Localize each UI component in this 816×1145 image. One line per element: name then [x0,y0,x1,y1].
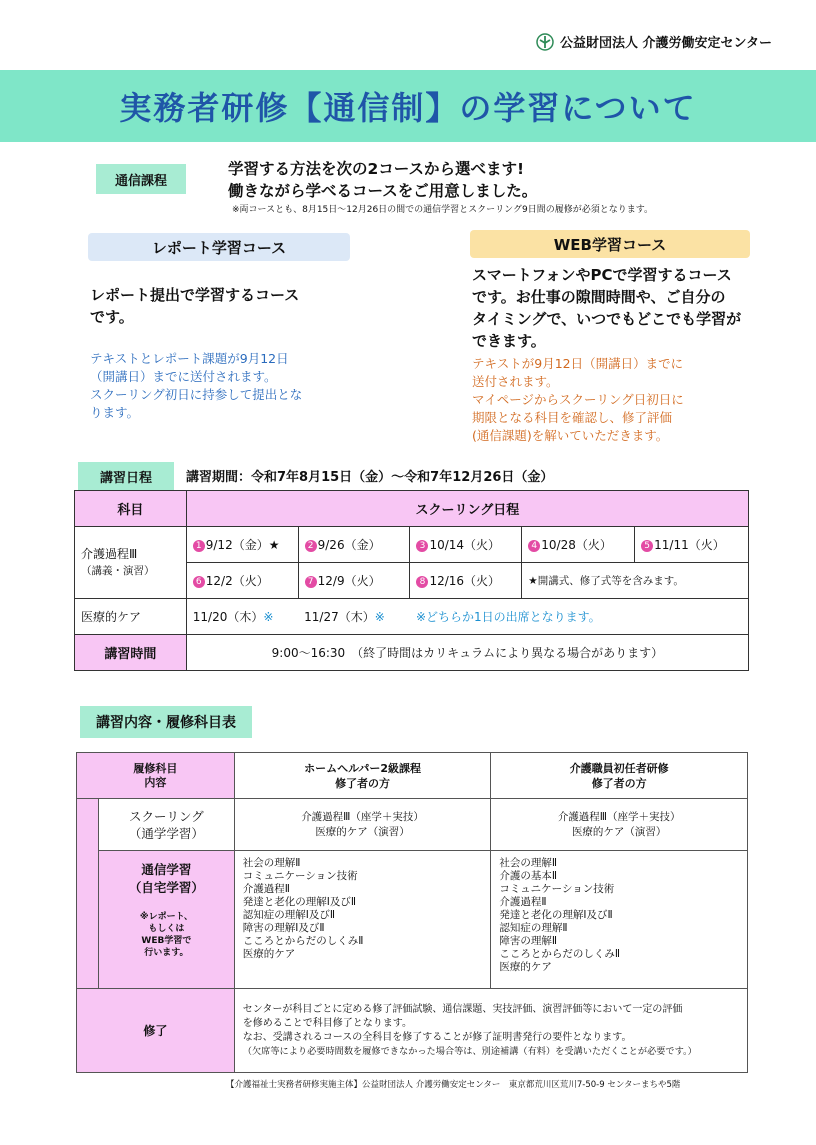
correspondence-row-label-line: 通信学習 [141,862,192,877]
intro-note: ※両コースとも、8月15日～12月26日の間での通信学習とスクーリング9日間の履修が必須となります。 [232,205,654,215]
subject-item: 医療的ケア [242,948,296,960]
correspondence-note-line: WEB学習で [141,936,192,946]
subject-item: 社会の理解Ⅱ [499,857,558,869]
medical-date-text: 11/20（木） [192,610,264,624]
page-title: 実務者研修【通信制】の学習について [119,89,697,127]
table-row [75,635,749,671]
subject-item: 障害の理解Ⅰ及びⅡ [242,922,325,934]
correspondence-row-label-line: （自宅学習） [128,880,204,895]
web-detail-line: マイページからスクーリング日初日に [472,392,684,407]
organization-logo-icon [536,33,554,51]
date-text: 10/28（火） [541,538,612,552]
table-row [75,527,749,563]
schooling-date [410,527,522,563]
subject-item: 障害の理解Ⅱ [499,935,558,947]
table-row [77,989,748,1073]
date-text: 12/16（火） [429,574,501,588]
process3-label-line: 介護過程Ⅲ [81,546,138,561]
report-lead-line: です。 [90,308,134,326]
web-detail-line: (通信課題)を解いていただきます。 [472,428,669,443]
completion-line: なお、受講されるコースの全科目を修了することが修了証明書発行の要件となります。 [242,1031,632,1043]
table-row [75,599,749,635]
organization-name: 公益財団法人 介護労働安定センター [559,36,772,51]
intro-line-1: 学習する方法を次の2コースから選べます! [228,160,525,178]
subject-item: 発達と老化の理解Ⅰ及びⅡ [499,909,613,921]
date-number-badge: 8 [416,576,428,588]
hours-value: 9:00～16:30 （終了時間はカリキュラムにより異なる場合があります） [186,635,748,671]
correspondence-note-line: ※レポート、 [139,912,193,922]
completion-line: センターが科目ごとに定める修了評価試験、通信課題、実技評価、演習評価等において一定の評価 [242,1003,683,1015]
schooling-initial [491,799,748,851]
organization-header [536,32,772,51]
report-lead-line: レポート提出で学習するコース [90,286,300,304]
process3-label [75,527,187,599]
web-detail-line: 送付されます。 [472,374,559,389]
web-lead-line: タイミングで、いつでもどこでも学習が [472,310,742,328]
subject-item: コミュニケーション技術 [499,883,615,895]
date-text: 12/2（火） [205,574,269,588]
date-number-badge: 6 [193,576,205,588]
subject-item: 社会の理解Ⅱ [242,857,301,869]
course-table-tag: 講習内容・履修科目表 [80,706,252,738]
schooling-date [522,527,635,563]
schooling-subject: 介護過程Ⅲ（座学＋実技） [301,810,424,823]
web-course-detail [472,355,772,445]
medical-date-text: 11/27（木） [304,610,375,624]
corner-header-line: 内容 [144,775,167,789]
correspondence-helper2 [234,851,491,989]
table-row [77,753,748,799]
schooling-date [298,563,410,599]
schooling-subject: 介護過程Ⅲ（座学＋実技） [557,810,681,823]
report-course-detail [90,350,390,422]
date-number-badge: 2 [305,540,317,552]
schooling-subject: 医療的ケア（演習） [315,825,410,838]
schooling-header: スクーリング日程 [186,491,748,527]
completion-line: を修めることで科目修了となります。 [242,1017,412,1029]
completion-text [234,989,747,1073]
schooling-date [635,527,749,563]
subject-item: 介護過程Ⅱ [242,883,290,895]
schooling-date [186,527,298,563]
subject-item: 発達と老化の理解Ⅰ及びⅡ [242,896,357,908]
corner-header [77,753,235,799]
schooling-date [410,563,522,599]
helper2-header [234,753,491,799]
side-band [77,799,99,989]
schooling-row-label-line: スクーリング [128,808,204,824]
schedule-tag: 講習日程 [78,462,174,490]
subject-item: こころとからだのしくみⅡ [499,948,621,960]
initial-training-header-line: 修了者の方 [591,776,647,790]
correspondence-tag: 通信課程 [96,164,186,194]
medical-mark: ※ [263,610,274,624]
initial-training-header [491,753,748,799]
schedule-period: 講習期間：令和7年8月15日（金）～令和7年12月26日（金） [186,470,554,485]
web-lead-line: です。お仕事の隙間時間や、ご自分の [472,288,726,306]
report-course-title: レポート学習コース [88,233,350,261]
date-text: 9/26（金） [317,538,381,552]
hours-label: 講習時間 [75,635,187,671]
correspondence-note-line: 行います。 [144,948,189,958]
correspondence-initial [491,851,748,989]
table-row [77,799,748,851]
medical-date [186,599,298,635]
date-number-badge: 4 [528,540,540,552]
initial-training-header-line: 介護職員初任者研修 [569,761,669,775]
corner-header-line: 履修科目 [133,761,178,775]
web-lead-line: できます。 [472,332,546,350]
helper2-header-line: ホームヘルパー2級課程 [304,761,422,775]
schooling-row-label [98,799,234,851]
table-row [75,491,749,527]
schooling-date [298,527,410,563]
schooling-date [186,563,298,599]
schooling-subject: 医療的ケア（演習） [571,825,667,838]
date-text: 10/14（火） [429,538,501,552]
subject-header: 科目 [75,491,187,527]
date-number-badge: 3 [416,540,428,552]
report-detail-line: ります。 [90,405,140,420]
date-number-badge: 5 [641,540,653,552]
opening-note: ★開講式、修了式等を含みます。 [522,563,749,599]
web-lead-line: スマートフォンやPCで学習するコース [472,266,732,284]
medical-date [298,599,410,635]
course-table [76,752,748,1073]
intro-line-2: 働きながら学べるコースをご用意しました。 [228,182,538,200]
subject-item: 介護過程Ⅱ [499,896,547,908]
schooling-helper2 [234,799,491,851]
subject-item: 認知症の理解Ⅱ [499,922,568,934]
subject-item: 医療的ケア [499,961,552,973]
subject-item: コミュニケーション技術 [242,870,358,882]
schedule-table [74,490,749,671]
date-text: 12/9（火） [317,574,381,588]
web-course-lead [472,264,782,352]
title-banner [0,70,816,142]
subject-item: 認知症の理解Ⅰ及びⅡ [242,909,336,921]
report-detail-line: スクーリング初日に持参して提出とな [90,387,303,402]
web-course-title: WEB学習コース [470,230,750,258]
process3-label-line: （講義・演習） [81,564,155,577]
web-detail-line: 期限となる科目を確認し、修了評価 [472,410,673,425]
footer-note: 【介護福祉士実務者研修実施主体】公益財団法人 介護労働安定センター 東京都荒川区荒川7-50-9 センターまちや5階 [226,1080,681,1090]
correspondence-row-label [98,851,234,989]
date-text: 9/12（金）★ [205,538,280,552]
schooling-row-label-line: （通学学習） [128,825,204,841]
report-detail-line: テキストとレポート課題が9月12日 [90,351,289,366]
completion-label: 修了 [77,989,235,1073]
date-number-badge: 1 [193,540,205,552]
completion-line: （欠席等により必要時間数を履修できなかった場合等は、別途補講（有料）を受講いただくことが必要です。） [242,1045,697,1057]
subject-item: 介護の基本Ⅱ [499,870,558,882]
table-row [77,851,748,989]
web-detail-line: テキストが9月12日（開講日）までに [472,356,684,371]
date-text: 11/11（火） [654,538,725,552]
medical-mark: ※ [374,610,385,624]
helper2-header-line: 修了者の方 [335,776,391,790]
medical-care-label: 医療的ケア [75,599,187,635]
correspondence-note [99,911,234,959]
correspondence-note-line: もしくは [148,924,185,934]
medical-note: ※どちらか1日の出席となります。 [410,599,749,635]
subject-item: こころとからだのしくみⅡ [242,935,364,947]
date-number-badge: 7 [305,576,317,588]
report-detail-line: （開講日）までに送付されます。 [90,369,277,384]
report-course-lead [90,284,390,328]
